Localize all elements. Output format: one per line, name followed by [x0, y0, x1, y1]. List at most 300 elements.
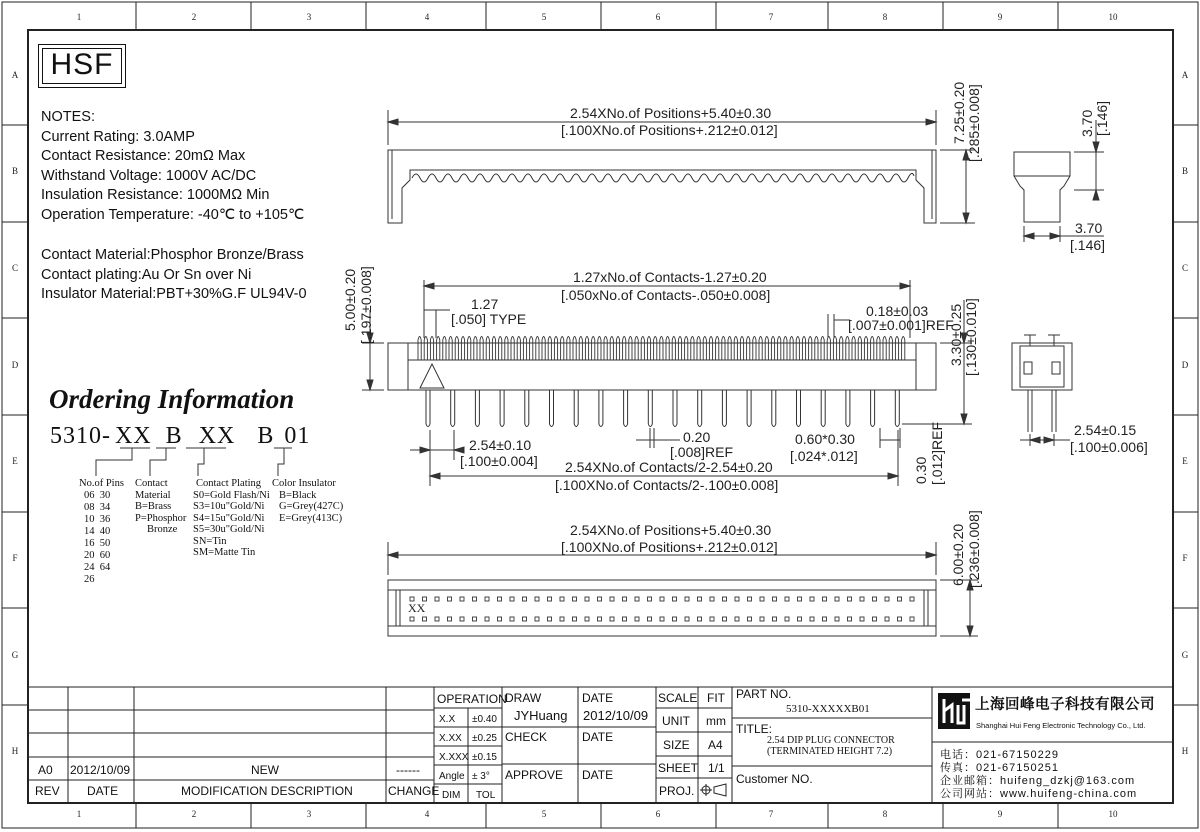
title-line-2: (TERMINATED HEIGHT 7.2): [767, 746, 893, 757]
contact-hole: [785, 597, 789, 601]
bottom-width-dim: 2.54XNo.of Positions+5.40±0.30: [570, 522, 772, 538]
contact-tooth: [468, 337, 471, 361]
grid-row-a-right: A: [1181, 70, 1189, 80]
contact-tooth: [740, 337, 743, 361]
material-option: B=Brass: [135, 501, 172, 512]
date-header: DATE: [87, 784, 119, 798]
contact-tooth: [771, 337, 774, 361]
side-pitch-dim: 2.54±0.15: [1074, 422, 1137, 438]
grid-col-1: 1: [76, 12, 82, 22]
grid-col-2-bottom: 2: [191, 809, 197, 819]
contact-tooth: [511, 337, 514, 361]
pin-pitch-dim-inch: [.100±0.004]: [460, 453, 538, 469]
contact-tooth: [716, 337, 719, 361]
front-height-dim-inch: [.197±0.008]: [358, 266, 374, 344]
tol-row-1-value: ±0.40: [472, 714, 497, 725]
tol-row-1-label: X.X: [439, 714, 456, 725]
rev-date-value: 2012/10/09: [70, 763, 131, 777]
contact-holes: [410, 597, 914, 621]
contact-tooth: [654, 337, 657, 361]
pins-options: [79, 478, 124, 586]
unit-label: UNIT: [662, 714, 690, 728]
contact-hole: [685, 617, 689, 621]
contact-hole: [860, 597, 864, 601]
grid-col-10-bottom: 10: [1108, 809, 1118, 819]
grid-col-9-bottom: 9: [997, 809, 1003, 819]
right-height-dim-inch: [.130±0.010]: [963, 298, 979, 376]
ordering-code: [50, 423, 310, 450]
side-width-dim: 3.70: [1075, 220, 1103, 236]
contact-tooth: [697, 337, 700, 361]
plating-option: SN=Tin: [193, 535, 227, 547]
pin-offset-dim: 0.30: [913, 456, 929, 484]
contact-tooth: [685, 337, 688, 361]
contact-hole: [885, 597, 889, 601]
rev-value: A0: [38, 763, 53, 777]
contact-hole: [673, 597, 677, 601]
contact-tooth: [672, 337, 675, 361]
contact-tooth: [573, 337, 576, 361]
contact-hole: [760, 617, 764, 621]
contact-tooth: [641, 337, 644, 361]
contact-hole: [548, 617, 552, 621]
contact-hole: [723, 617, 727, 621]
top-height-dim-inch: [.285±0.008]: [966, 84, 982, 162]
contact-tooth: [579, 337, 582, 361]
size-label: SIZE: [663, 738, 690, 752]
sheet-label: SHEET: [658, 761, 699, 775]
contact-tooth: [455, 337, 458, 361]
contact-hole: [823, 617, 827, 621]
contact-hole: [835, 617, 839, 621]
contact-tooth: [437, 337, 440, 361]
note-contact-plating: Contact plating:Au Or Sn over Ni: [41, 266, 252, 283]
grid-col-8-bottom: 8: [882, 809, 888, 819]
contact-tooth: [864, 337, 867, 361]
contact-pin: [500, 390, 504, 427]
grid-row-g: G: [11, 650, 19, 660]
tol-row-2-value: ±0.25: [472, 733, 497, 744]
contact-tooth: [790, 337, 793, 361]
approve-date-label: DATE: [582, 768, 614, 782]
plating-options: [193, 478, 270, 559]
contact-hole: [498, 617, 502, 621]
grid-row-c-right: C: [1181, 263, 1188, 273]
pins-row: 26: [84, 573, 95, 585]
contact-hole: [548, 597, 552, 601]
material-options: [135, 478, 186, 536]
pins-row: 24 64: [84, 561, 111, 573]
rev-description-value: NEW: [251, 763, 279, 777]
ordering-leaders: [96, 448, 292, 476]
contact-hole: [860, 617, 864, 621]
contact-tooth: [796, 337, 799, 361]
contact-pin: [722, 390, 726, 427]
contact-hole: [848, 597, 852, 601]
company-name-en: Shanghai Hui Feng Electronic Technology Co., Ltd.: [976, 721, 1146, 730]
top-height-dim: 7.25±0.20: [951, 81, 967, 144]
note-operation-temperature: Operation Temperature: -40℃ to +105℃: [41, 206, 305, 223]
contact-hole: [473, 617, 477, 621]
pin-row-dim-inch: [.100XNo.of Contacts/2-.100±0.008]: [555, 477, 779, 493]
company-email: 企业邮箱：huifeng_dzkj@163.com: [940, 775, 1136, 787]
contact-pin: [747, 390, 751, 427]
contact-hole: [635, 597, 639, 601]
contact-tooth: [449, 337, 452, 361]
code-prefix: 5310-: [50, 423, 111, 449]
contact-hole: [610, 617, 614, 621]
contact-hole: [798, 617, 802, 621]
hsf-logo: [38, 44, 126, 88]
contact-tooth: [598, 337, 601, 361]
grid-col-6: 6: [655, 12, 661, 22]
contact-tooth: [424, 337, 427, 361]
contacts-span-dim: 1.27xNo.of Contacts-1.27±0.20: [573, 269, 767, 285]
grid-row-e: E: [12, 456, 18, 466]
material-label-1: Contact: [135, 478, 168, 489]
contact-hole: [873, 617, 877, 621]
change-header: CHANGE: [388, 784, 440, 798]
contact-tooth: [623, 337, 626, 361]
size-value: A4: [708, 738, 723, 752]
front-height-dim: 5.00±0.20: [342, 268, 358, 331]
contact-pin: [846, 390, 850, 427]
contact-hole: [460, 597, 464, 601]
contact-hole: [773, 617, 777, 621]
rev-change-value: ------: [396, 763, 420, 777]
ordering-title: Ordering Information: [49, 384, 295, 414]
contact-tooth: [610, 337, 613, 361]
contact-pin: [895, 390, 899, 427]
pins-row: 06 30: [84, 489, 111, 501]
grid-col-3-bottom: 3: [306, 809, 312, 819]
contact-hole: [485, 617, 489, 621]
plating-option: S0=Gold Flash/Ni: [193, 489, 270, 501]
dim-header: DIM: [442, 790, 461, 801]
material-option: P=Phosphor: [135, 512, 187, 524]
check-date-label: DATE: [582, 730, 614, 744]
company-logo-mark: [938, 693, 970, 729]
scale-value: FIT: [707, 691, 725, 705]
part-number: 5310-XXXXXB01: [786, 703, 870, 715]
plating-option: SM=Matte Tin: [193, 547, 256, 558]
contact-tooth: [833, 337, 836, 361]
contact-hole: [885, 617, 889, 621]
note-insulator-material: Insulator Material:PBT+30%G.F UL94V-0: [41, 286, 307, 302]
grid-col-3: 3: [306, 12, 312, 22]
notes-heading: NOTES:: [41, 109, 95, 125]
contact-hole: [448, 597, 452, 601]
contact-tooth: [517, 337, 520, 361]
contact-tooth: [871, 337, 874, 361]
contact-hole: [410, 617, 414, 621]
note-contact-resistance: Contact Resistance: 20mΩ Max: [41, 148, 246, 164]
operation-header: OPERATION: [437, 692, 507, 706]
contact-hole: [485, 597, 489, 601]
contact-tooth: [492, 337, 495, 361]
contact-tooth: [629, 337, 632, 361]
tol-row-2-label: X.XX: [439, 733, 462, 744]
grid-col-5: 5: [541, 12, 547, 22]
pins-row: 10 36: [84, 513, 111, 525]
contact-hole: [685, 597, 689, 601]
contact-hole: [798, 597, 802, 601]
grid-col-2: 2: [191, 12, 197, 22]
part-no-label: PART NO.: [736, 687, 792, 701]
pin-offset-dim-inch: [.012]REF: [929, 421, 945, 485]
contact-tooth: [895, 337, 898, 361]
contact-tooth: [840, 337, 843, 361]
contact-pin: [525, 390, 529, 427]
grid-col-5-bottom: 5: [541, 809, 547, 819]
grid-col-8: 8: [882, 12, 888, 22]
blade-dim-inch: [.007±0.001]REF: [848, 317, 954, 333]
contact-tooth: [548, 337, 551, 361]
blade-dim: 0.18±0.03: [866, 303, 929, 319]
contact-hole: [423, 617, 427, 621]
contact-pin: [599, 390, 603, 427]
contact-tooth: [883, 337, 886, 361]
grid-row-d: D: [11, 360, 19, 370]
code-color: B: [257, 423, 275, 449]
contact-tooth: [616, 337, 619, 361]
right-height-dim: 3.30±0.25: [948, 303, 964, 366]
material-label-2: Material: [135, 489, 171, 501]
contact-tooth: [889, 337, 892, 361]
contact-hole: [510, 597, 514, 601]
code-pins: XX: [115, 423, 152, 449]
contact-pin: [475, 390, 479, 427]
color-option: B=Black: [279, 489, 317, 501]
contact-hole: [623, 597, 627, 601]
contact-tooth: [474, 337, 477, 361]
contact-tooth: [734, 337, 737, 361]
top-width-dim: 2.54XNo.of Positions+5.40±0.30: [570, 105, 772, 121]
draw-label: DRAW: [505, 691, 542, 705]
contact-tooth: [678, 337, 681, 361]
contact-hole: [535, 597, 539, 601]
draw-name: JYHuang: [514, 708, 568, 723]
material-option: Bronze: [147, 524, 178, 535]
pin-thickness-dim: 0.20: [683, 429, 711, 445]
contact-hole: [610, 597, 614, 601]
contact-pin: [673, 390, 677, 427]
side-pitch-dim-inch: [.100±0.006]: [1070, 439, 1148, 455]
grid-col-10: 10: [1108, 12, 1118, 22]
contact-hole: [523, 597, 527, 601]
pins-row: 08 34: [84, 501, 111, 513]
contact-hole: [585, 597, 589, 601]
contact-pin: [550, 390, 554, 427]
contact-hole: [835, 597, 839, 601]
tol-row-4-value: ± 3°: [472, 771, 490, 782]
contact-hole: [648, 617, 652, 621]
pitch-dim-inch: [.050] TYPE: [451, 311, 527, 327]
contact-tooth: [784, 337, 787, 361]
contact-hole: [698, 617, 702, 621]
pin-section-dim: 0.60*0.30: [795, 431, 855, 447]
tol-header: TOL: [476, 790, 496, 801]
contact-tooth: [666, 337, 669, 361]
hsf-logo-text: HSF: [50, 48, 114, 81]
contact-pins: [426, 390, 899, 427]
side-view-pins: [1012, 335, 1072, 446]
company-tel: 电话：021-67150229: [940, 749, 1059, 761]
grid-row-d-right: D: [1181, 360, 1189, 370]
contact-pin: [426, 390, 430, 427]
contact-hole: [435, 597, 439, 601]
contact-hole: [523, 617, 527, 621]
title-line-1: 2.54 DIP PLUG CONNECTOR: [767, 735, 895, 746]
contact-hole: [585, 617, 589, 621]
contact-tooth: [567, 337, 570, 361]
contact-tooth: [691, 337, 694, 361]
color-options: [272, 478, 343, 524]
pitch-dim: 1.27: [471, 296, 499, 312]
title-label: TITLE:: [736, 722, 773, 736]
contact-hole: [535, 617, 539, 621]
note-current-rating: Current Rating: 3.0AMP: [41, 128, 195, 145]
tol-row-4-label: Angle: [439, 771, 465, 782]
code-suffix: 01: [284, 423, 311, 449]
contact-hole: [848, 617, 852, 621]
note-withstand-voltage: Withstand Voltage: 1000V AC/DC: [41, 167, 257, 184]
code-material: B: [165, 423, 183, 449]
contact-hole: [473, 597, 477, 601]
side-height-dim-inch: [.146]: [1094, 100, 1110, 136]
grid-col-7-bottom: 7: [768, 809, 774, 819]
contact-pin: [698, 390, 702, 427]
contact-tooth: [461, 337, 464, 361]
contact-hole: [573, 617, 577, 621]
draw-date-label: DATE: [582, 691, 614, 705]
pins-row: 14 40: [84, 525, 111, 537]
tol-row-3-value: ±0.15: [472, 752, 497, 763]
contact-hole: [735, 597, 739, 601]
contact-tooth: [585, 337, 588, 361]
contact-tooth: [499, 337, 502, 361]
contact-hole: [560, 617, 564, 621]
contact-hole: [710, 617, 714, 621]
sheet-value: 1/1: [708, 761, 725, 775]
contact-tooth: [554, 337, 557, 361]
grid-col-4: 4: [424, 12, 430, 22]
contact-tooth: [858, 337, 861, 361]
scale-label: SCALE: [658, 691, 698, 705]
contact-tooth: [430, 337, 433, 361]
contact-tooth: [765, 337, 768, 361]
contact-tooth: [827, 337, 830, 361]
color-label: Color Insulator: [272, 478, 336, 489]
check-label: CHECK: [505, 730, 548, 744]
side-height-dim: 3.70: [1079, 109, 1095, 137]
contact-tooth: [877, 337, 880, 361]
grid-row-h-right: H: [1181, 746, 1189, 756]
color-option: E=Grey(413C): [279, 512, 343, 524]
contact-hole: [635, 617, 639, 621]
contact-tooth: [815, 337, 818, 361]
bottom-marking: XX: [408, 601, 426, 615]
pins-row: 20 60: [84, 549, 111, 561]
color-option: G=Grey(427C): [279, 501, 344, 512]
grid-row-e-right: E: [1182, 456, 1188, 466]
contact-tooth: [480, 337, 483, 361]
contact-hole: [660, 597, 664, 601]
contact-tooth: [561, 337, 564, 361]
contact-hole: [810, 597, 814, 601]
grid-row-f: F: [12, 553, 18, 563]
contact-pin: [648, 390, 652, 427]
contact-hole: [785, 617, 789, 621]
contact-pin: [797, 390, 801, 427]
company-name-cn: 上海回峰电子科技有限公司: [975, 697, 1155, 713]
contact-hole: [435, 617, 439, 621]
grid-row-h: H: [11, 746, 19, 756]
grid-col-1-bottom: 1: [76, 809, 82, 819]
grid-row-c: C: [11, 263, 18, 273]
plating-option: S3=10u"Gold/Ni: [193, 501, 265, 512]
contact-tooth: [604, 337, 607, 361]
draw-date: 2012/10/09: [583, 708, 649, 723]
contact-hole: [735, 617, 739, 621]
contact-pin: [451, 390, 455, 427]
contact-tooth: [722, 337, 725, 361]
pin-thickness-dim-inch: [.008]REF: [670, 444, 734, 460]
contact-tooth: [809, 337, 812, 361]
plating-option: S5=30u"Gold/Ni: [193, 524, 265, 535]
contact-pin: [871, 390, 875, 427]
contact-hole: [898, 617, 902, 621]
contact-hole: [498, 597, 502, 601]
contact-teeth: [418, 337, 905, 361]
grid-col-9: 9: [997, 12, 1003, 22]
note-contact-material: Contact Material:Phosphor Bronze/Brass: [41, 247, 304, 263]
contact-tooth: [443, 337, 446, 361]
contact-tooth: [709, 337, 712, 361]
pins-label: No.of Pins: [79, 478, 124, 489]
contact-hole: [748, 617, 752, 621]
notes-block: [41, 108, 307, 305]
contact-hole: [660, 617, 664, 621]
contact-hole: [460, 617, 464, 621]
contact-hole: [698, 597, 702, 601]
contact-tooth: [846, 337, 849, 361]
grid-col-7: 7: [768, 12, 774, 22]
contact-tooth: [778, 337, 781, 361]
grid-row-b-right: B: [1181, 166, 1188, 176]
company-website: 公司网站：www.huifeng-china.com: [940, 788, 1138, 800]
unit-value: mm: [706, 714, 726, 728]
bottom-height-dim-inch: [.236±0.008]: [966, 510, 982, 588]
grid-row-f-right: F: [1182, 553, 1188, 563]
grid-row-a: A: [11, 70, 19, 80]
projection-label: PROJ.: [659, 784, 695, 798]
pin-row-dim: 2.54XNo.of Contacts/2-2.54±0.20: [565, 459, 773, 475]
grid-row-g-right: G: [1181, 650, 1189, 660]
contact-tooth: [536, 337, 539, 361]
tol-row-3-label: X.XXX: [439, 752, 469, 763]
contact-tooth: [759, 337, 762, 361]
rev-header: REV: [35, 784, 60, 798]
contact-hole: [623, 617, 627, 621]
pin-section-dim-inch: [.024*.012]: [790, 448, 858, 464]
contact-pin: [821, 390, 825, 427]
contact-tooth: [747, 337, 750, 361]
contact-hole: [910, 597, 914, 601]
approve-label: APPROVE: [505, 768, 564, 782]
contact-tooth: [821, 337, 824, 361]
pins-row: 16 50: [84, 537, 111, 549]
